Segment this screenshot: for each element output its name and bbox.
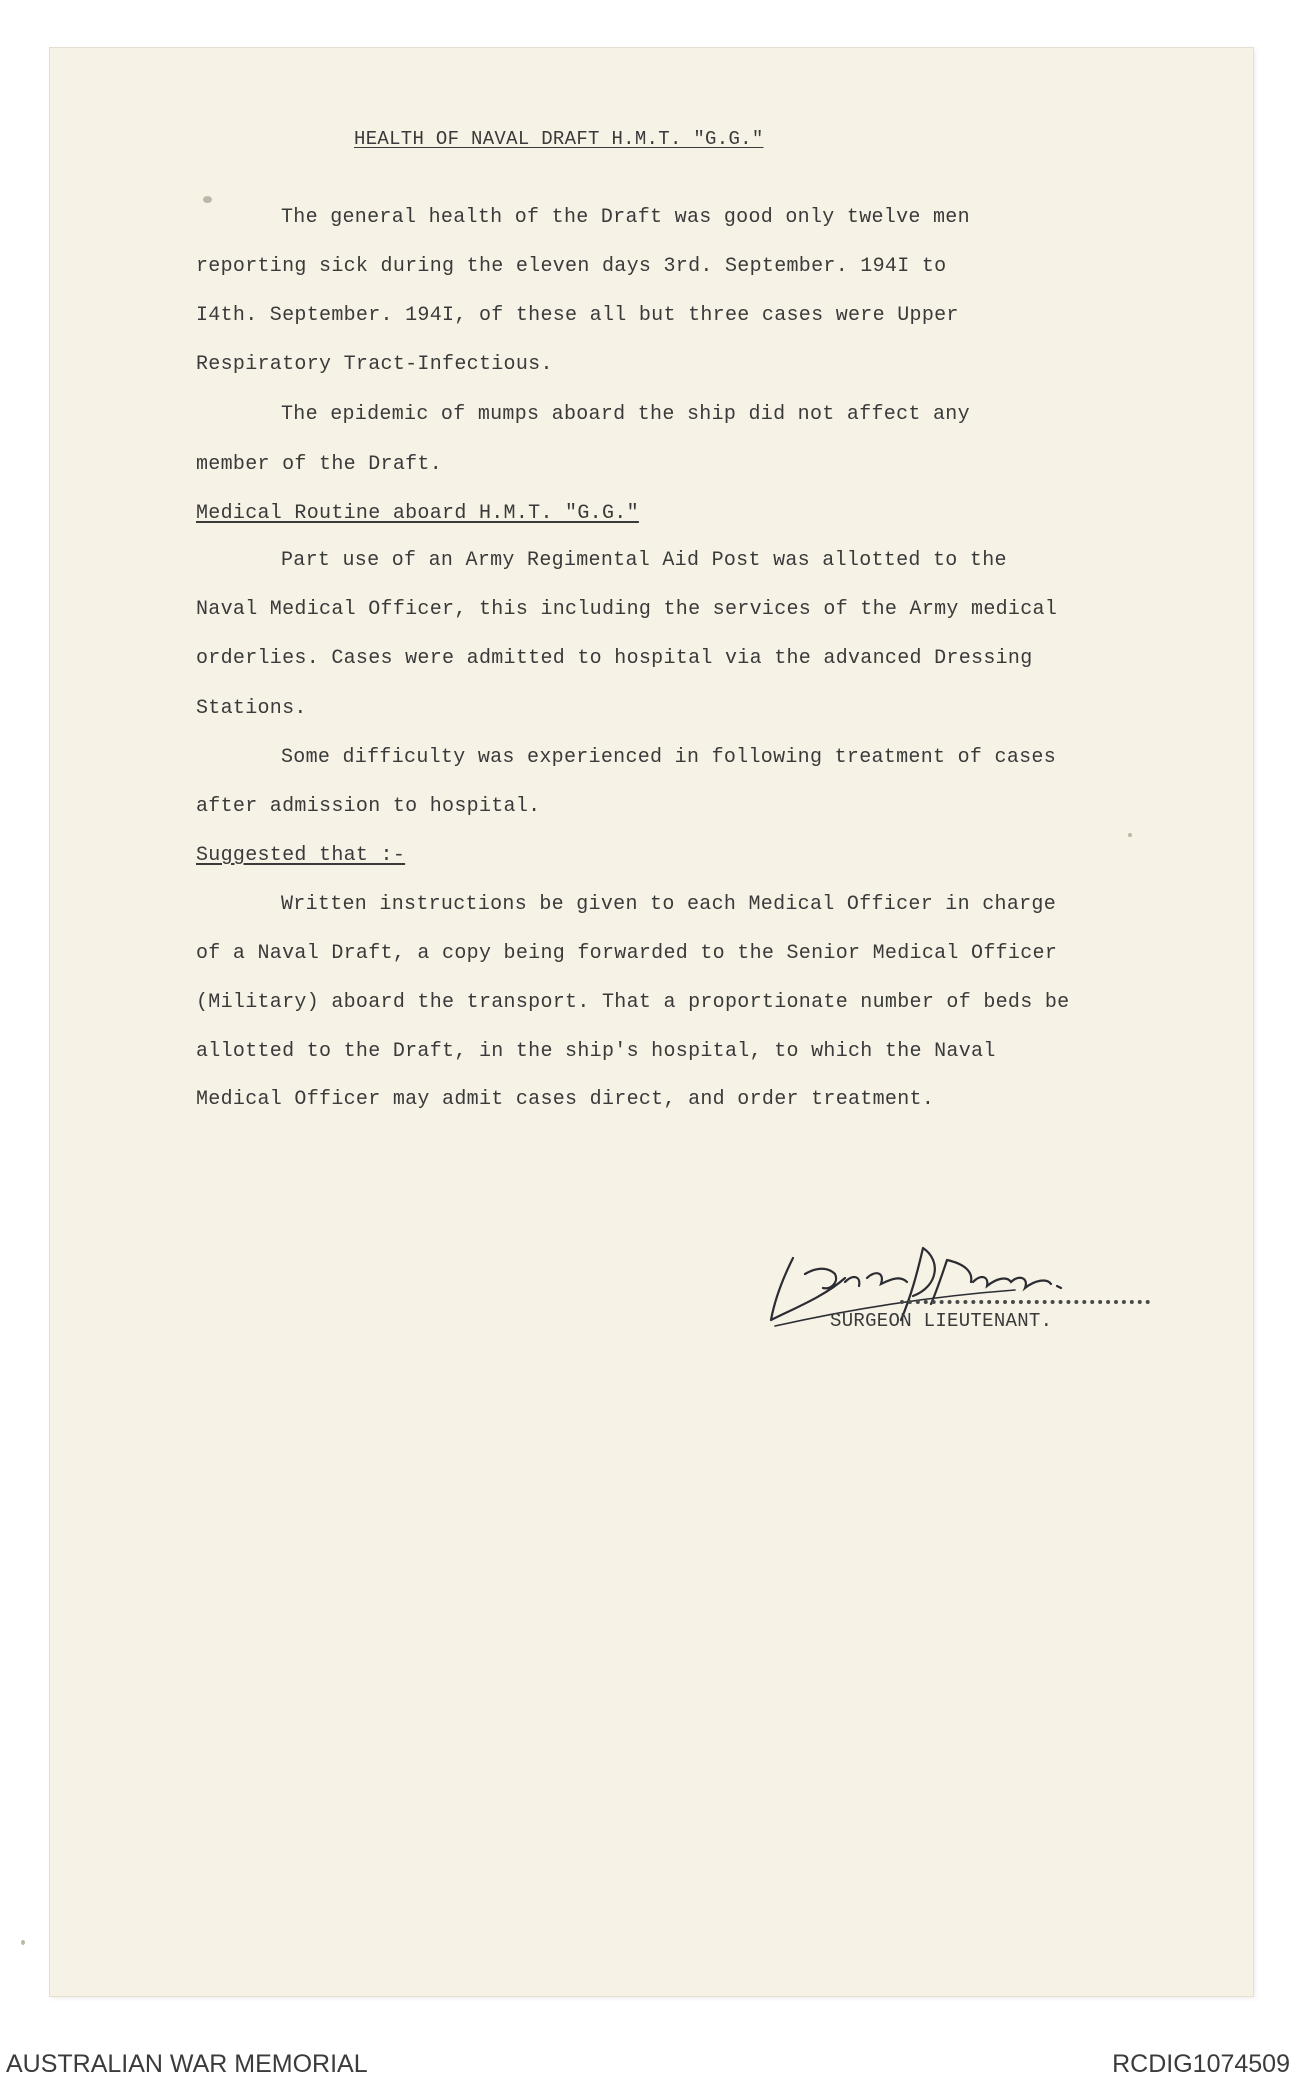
text-line: The general health of the Draft was good only twelve men xyxy=(281,206,970,229)
text-line: orderlies. Cases were admitted to hospital via the advanced Dressing xyxy=(196,647,1033,670)
paper-mark xyxy=(21,1940,25,1945)
document-page xyxy=(49,47,1254,1997)
text-line: Part use of an Army Regimental Aid Post was allotted to the xyxy=(281,549,1007,572)
paper-mark xyxy=(203,196,212,203)
text-line: after admission to hospital. xyxy=(196,795,541,818)
text-line: member of the Draft. xyxy=(196,453,443,476)
text-line: I4th. September. 194I, of these all but three cases were Upper xyxy=(196,304,959,327)
text-line: (Military) aboard the transport. That a proportionate number of beds be xyxy=(196,991,1070,1014)
text-line: Written instructions be given to each Medical Officer in charge xyxy=(281,893,1057,916)
text-line: Respiratory Tract-Infectious. xyxy=(196,353,553,376)
footer-id: RCDIG1074509 xyxy=(1112,2050,1290,2078)
text-line: Medical Officer may admit cases direct, and order treatment. xyxy=(196,1088,935,1111)
text-line: reporting sick during the eleven days 3rd. September. 194I to xyxy=(196,255,947,278)
section-heading-medical-routine: Medical Routine aboard H.M.T. "G.G." xyxy=(196,502,639,525)
text-line: The epidemic of mumps aboard the ship did not affect any xyxy=(281,403,970,426)
text-line: of a Naval Draft, a copy being forwarded to the Senior Medical Officer xyxy=(196,942,1058,965)
document-title: HEALTH OF NAVAL DRAFT H.M.T. "G.G." xyxy=(354,128,764,150)
text-line: Naval Medical Officer, this including the services of the Army medical xyxy=(196,598,1058,621)
section-heading-suggested: Suggested that :- xyxy=(196,844,406,867)
footer-source: AUSTRALIAN WAR MEMORIAL xyxy=(6,2050,368,2078)
text-line: allotted to the Draft, in the ship's hospital, to which the Naval xyxy=(196,1040,996,1063)
signature-title: SURGEON LIEUTENANT. xyxy=(830,1310,1053,1332)
text-line: Some difficulty was experienced in following treatment of cases xyxy=(281,746,1057,769)
paper-mark xyxy=(1128,833,1132,837)
signature-line xyxy=(900,1300,1150,1304)
text-line: Stations. xyxy=(196,697,307,720)
